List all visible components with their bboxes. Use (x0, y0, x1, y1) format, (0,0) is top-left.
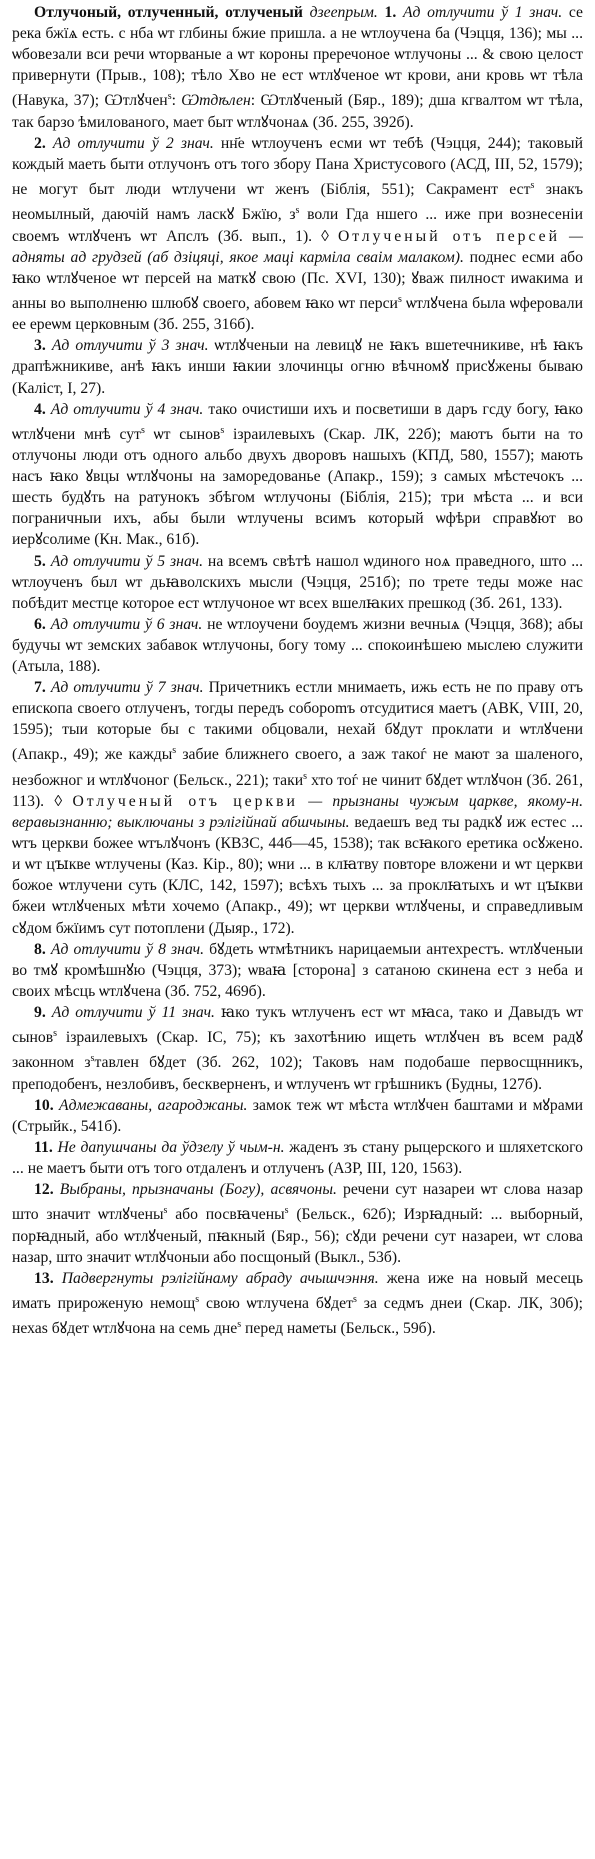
sense-number: 10. (34, 1096, 60, 1114)
sense-number: 8. (34, 940, 51, 958)
definition: Ад отлучити ў 4 знач. (50, 400, 204, 418)
sense-paragraph (12, 1137, 583, 1179)
sense-paragraph (12, 133, 583, 336)
definition: — прызнаны чужым царкве, якому-н. веравызнанню; выключаны з рэлігійнай абшчыны. (12, 793, 583, 832)
sense-number: 5. (34, 552, 51, 570)
quotation-text: не ѡтлоучени боудемъ жизни вечныѧ (Чэцця, 368); абы будучы ѡт земских забавок ѡтлучоны, богу тому ... спокоинѣшею мыслею служити (Атыла, 188). (12, 615, 583, 675)
quotation-text: ѕ (195, 1293, 200, 1305)
sense-paragraph (12, 335, 583, 398)
definition: Ад отлучити ў 11 знач. (51, 1003, 215, 1021)
sense-paragraph (12, 551, 583, 614)
part-of-speech: дзеепрым. (309, 4, 378, 21)
quotation-text: тако очистиши ихъ и посветиши в даръ гсду богу, ꙗко ѡтлꙋчени мнѣ сут (12, 400, 584, 443)
quotation-text: хто тоѓ не чинит бꙋдет ѡтлꙋчон (Зб. 261, 113). ◊ (12, 771, 583, 811)
quotation-text: : (171, 92, 182, 110)
quotation-text: ѕ (141, 424, 145, 436)
quotation-text: (Бельск., 62б); Изрꙗдный: ... выборный, порꙗдный, або ѡтлꙋченый, пꙗкный (Бяр., 56); сꙋди речени сут назареи, ѡт слова назар, што значит ѡтлꙋчоныи або посщоный (Выкл., 53б). (12, 1206, 583, 1266)
sense-paragraph (12, 1095, 583, 1137)
quotation-text: ѕ (237, 1319, 242, 1331)
sense-paragraph (12, 1268, 583, 1340)
quotation-text: або посвꙗчены (167, 1206, 285, 1224)
definition: Выбраны, прызначаны (Богу), асвячоны. (59, 1181, 337, 1199)
quotation-text: ѕ (295, 205, 300, 217)
quotation-text: поднес есми або ꙗко ѡтлꙋченое ѡт персей на маткꙋ свою (Пс. XVI, 130); ꙋваж пилност иѡакима и анны во выполненю шлюбꙋ своего, абовем ꙗко ѡт перси (12, 248, 583, 313)
quotation-text: ѕ (90, 1053, 95, 1065)
sense-paragraph (12, 2, 583, 133)
sense-paragraph (12, 677, 583, 939)
definition: Ад отлучити ў 2 знач. (52, 134, 214, 152)
quotation-text: Причетникъ естли мнимаеть, ижь есть не по праву отъ епископа своего отлученъ, тогды передъ собороmъ отсудитися маетъ (АВК, VIII, 20, 1595); тыи которые бы с такими обцовали, нехай бꙋдут проклати и ѡтлꙋчени (Апакр., 49); же кажды (12, 679, 583, 764)
quotation-text: ѕ (163, 1205, 168, 1217)
quotation-text: тавлен бꙋдет (Зб. 262, 102); Таковъ нам подобаше первосщнникъ, преподобенъ, незлобивъ, бескверненъ, и ѡтлученъ ѡт грѣшникъ (Будны, 127б). (12, 1054, 583, 1093)
sense-number: 13. (34, 1269, 62, 1287)
sense-paragraph (12, 1179, 583, 1268)
sense-number: 12. (34, 1181, 60, 1199)
quotation-text (378, 4, 385, 21)
definition: Не дапушчаны да ўдзелу ў чым-н. (57, 1138, 285, 1156)
definition: Ад отлучити ў 6 знач. (50, 615, 203, 633)
definition: Ад отлучити ў 1 знач. (402, 4, 563, 21)
quotation-text: се река бжїѧ есть. с нба ѡт глбины бжие пришла. а не ѡтлоучена ба (Чэцця, 136); мы ... ѡбовезали вси речи ѡторваные а ѡт короны преречоное ѡтлучоны ... & свою целост привернути (Прыв., 108); тѣло Хво не ест ѡтлꙋченое ѡт крови, ани кровь ѡт тѣла (Навука, 37); Ѡтлꙋчен (12, 4, 584, 110)
quotation-text: нн҃е ѡтлоученъ есми ѡт тебѣ (Чэцця, 244); таковый кождый маеть быти отлучонъ отъ того збору Пана Христусового (АСД, III, 52, 1579); не могут быт люди ѡтлучени ѡт женъ (Біблія, 551); Сакрамент ест (12, 134, 583, 199)
quotation-text: перед наметы (Бельск., 59б). (241, 1320, 436, 1338)
quotation-text: замок теж ѡт мѣста ѡтлꙋчен баштами и мꙋрами (Стрыйк., 541б). (12, 1096, 583, 1135)
definition: Падвергнуты рэлігійнаму абраду ачышчэння. (61, 1269, 379, 1287)
quotation-text: за седмъ днеи (Скар. ЛК, 30б); нехаѕ бꙋдет ѡтлꙋчона на семь дне (12, 1295, 584, 1338)
phrase: Отлученый отъ церкви (72, 793, 298, 811)
definition: Ад отлучити ў 7 знач. (50, 679, 204, 697)
definition: Адмежаваны, агароджаны. (59, 1096, 248, 1114)
sense-number: 6. (34, 615, 51, 633)
phrase: Отлученый отъ персей (337, 227, 561, 245)
quotation-text: знакъ неомылный, даючій намъ ласкꙋ Бжїю, з (12, 181, 583, 224)
quotation-text: ѕ (53, 1028, 58, 1040)
quotation-text: ѕ (303, 770, 308, 782)
quotation-text: ізраилевыхъ (Скар. ЛК, 22б); маютъ быти на то отлучоны люди отъ одного альбо двухъ дворовъ нашыхъ (КПД, 580, 1557); мають насъ ꙗко ꙋвцы ѡтлꙋчоны на заморедованье (Апакр., 159); з самых мѣстечокъ ... шесть будꙋть на ратунокъ збѣгом ѡтлучоны (Біблія, 215); три мѣста ... и вси пограничныи ихъ, абы были ѡтлучены всимъ который ѡфѣри справꙋют во иерꙋсолиме (Кн. Мак., 61б). (12, 425, 583, 549)
definition: Ад отлучити ў 3 знач. (51, 337, 209, 355)
quotation-text: бꙋдеть ѡтмѣтникъ нарицаемыи антехрестъ. ѡтлꙋченыи во тмꙋ кромѣшнꙋю (Чэцця, 373); ѡваꙗ [сторона] з сатаною скинена ест з неба и своих мѣсць ѡтлꙋчена (Зб. 752, 469б). (12, 940, 584, 1000)
quotation-text: ѕ (352, 1293, 357, 1305)
sense-number: 7. (34, 679, 51, 697)
quotation-text: воли Гда ншего ... иже при вознесеніи своемъ ѡтлꙋченъ ѡт Апслъ (Зб. вып., 1). ◊ (12, 206, 583, 245)
sense-paragraph (12, 1002, 583, 1095)
sense-number: 3. (34, 337, 52, 355)
sense-paragraph (12, 399, 583, 551)
sense-paragraph (12, 939, 583, 1002)
quotation-text: ѡтлꙋчена была ѡферовали ее ереѡм церковным (Зб. 255, 316б). (12, 295, 583, 334)
quotation-text: ѕ (530, 179, 535, 191)
quotation-text: ізраилевыхъ (Скар. ІС, 75); къ захотѣнию ищеть ѡтлꙋчен въ всем радꙋ законном з (12, 1029, 583, 1072)
quotation-text: свою ѡтлучена бꙋдет (199, 1295, 353, 1313)
sense-paragraph (12, 614, 583, 677)
quotation-text: ѡт сынов (144, 425, 221, 443)
definition: Ѡтдѣлен (181, 92, 251, 110)
quotation-text: ведаешъ вед ты радкꙋ иж естес ... ѡтъ церкви божее ѡтълꙋчонъ (КВЗС, 44б—45, 1538); так всꙗкого еретика осꙋжено. и ѡт цꙑкве ѡтлучены (Каз. Кір., 80); ѡни ... в клꙗтву повторе вложени и ѡт церкви божое ѡтлучени суть (КЛС, 142, 1597); всѣхъ тыхъ ... за проклꙗтыхъ и ѡт цꙑкви бжеи ѡтлꙋченых мѣти хочемо (Апакр., 49); ѡт церкви ѡтлꙋчены, и справедливым сꙋдом бжїимъ сут потоплени (Дыяр., 172). (12, 814, 584, 937)
quotation-text: : Ѡтлꙋченый (Бяр., 189); дша кгвалтом ѡт тѣла, так барзо ѣмилованого, мает быт ѡтлꙋчонаѧ (Зб. 255, 392б). (12, 92, 584, 131)
sense-number: 9. (34, 1003, 52, 1021)
sense-number: 11. (34, 1138, 58, 1156)
headword: Отлучоный, отлученный, отлученый (34, 4, 303, 21)
quotation-text: ѕ (172, 745, 177, 757)
definition: Ад отлучити ў 8 знач. (50, 940, 204, 958)
quotation-text: ѡтлꙋченыи на левицꙋ не ꙗкъ вшетечникиве, нѣ ꙗкъ драпѣжникиве, анѣ ꙗкъ инши ꙗкии злочинцы огню вѣчномꙋ присꙋжены бываю (Каліст, I, 27). (12, 337, 584, 397)
definition: Ад отлучити ў 5 знач. (50, 552, 203, 570)
quotation-text: ѕ (397, 293, 402, 305)
quotation-text: речени сут назареи ѡт слова назар што значит ѡтлꙋчены (12, 1181, 584, 1224)
quotation-text: на всемъ свѣтѣ нашол ѡдиного ноѧ праведного, што ... ѡтлоученъ был ѡт дьꙗволскихъ мысли (Чэцця, 251б); по трете теды може нас побѣдит местце которое ест ѡтлучоное ѡт всех вшелꙗких прешкод (Зб. 261, 133). (12, 552, 583, 612)
quotation-text: ꙗко тукъ ѡтлученъ ест ѡт мꙗса, тако и Давыдъ ѡт сынов (12, 1003, 584, 1047)
quotation-text: забие ближнего своего, а заж такоѓ не мают за шаленого, незбожног и ѡтлꙋчоног (Бельск., 221); таки (12, 746, 584, 789)
quotation-text: ѕ (220, 424, 225, 436)
quotation-text: жаденъ зъ стану рыцерского и шляхетского ... не маетъ быти отъ того отдаленъ и отлученъ (АЗР, III, 120, 1563). (12, 1138, 583, 1178)
sense-number: 1. (384, 4, 403, 21)
sense-number: 2. (34, 134, 53, 152)
definition: — адняты ад грудзей (аб дзіцяці, якое маці карміла сваім малаком). (12, 227, 584, 266)
quotation-text: ѕ (167, 91, 172, 103)
quotation-text: жена иже на новый месець имать прироженую немощ (12, 1269, 583, 1313)
sense-number: 4. (34, 400, 51, 418)
quotation-text: ѕ (284, 1205, 289, 1217)
